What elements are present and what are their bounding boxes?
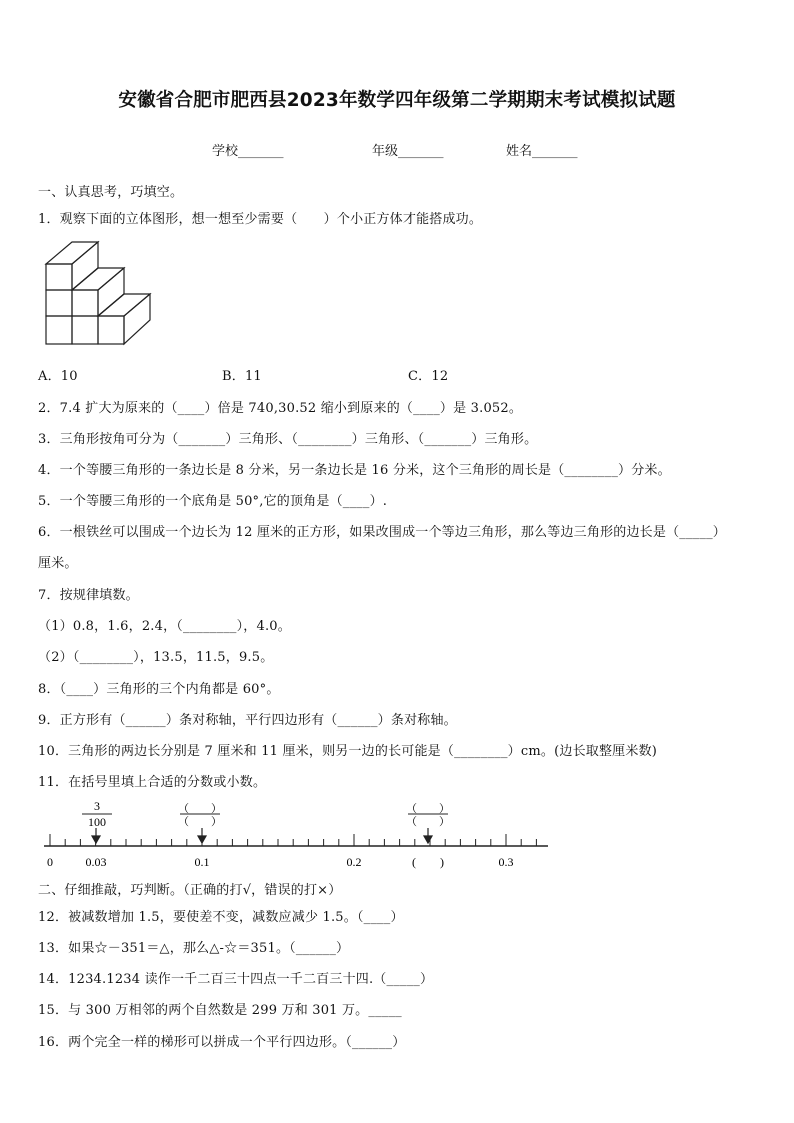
question-12: 12．被减数增加 1.5，要使差不变，减数应减少 1.5。（____） (38, 910, 404, 925)
question-3: 3．三角形按角可分为（_______）三角形、（________）三角形、（_______）三角形。 (38, 432, 538, 447)
tick-label-0-2: 0.2 (346, 855, 362, 869)
question-4: 4．一个等腰三角形的一条边长是 8 分米，另一条边长是 16 分米，这个三角形的周长是（________）分米。 (38, 463, 671, 478)
blank-denominator: （ ） (178, 816, 222, 828)
grade-field[interactable]: 年级_______ (372, 144, 444, 159)
question-7: 7．按规律填数。 (38, 588, 139, 603)
blank-numerator-2: （ ） (406, 803, 450, 815)
tick-label-0-3: 0.3 (498, 855, 514, 869)
page-title: 安徽省合肥市肥西县2023年数学四年级第二学期期末考试模拟试题 (118, 90, 676, 111)
name-field[interactable]: 姓名_______ (506, 144, 578, 159)
blank-denominator-2: （ ） (406, 816, 450, 828)
arrow-head-3 (424, 836, 432, 843)
question-14: 14．1234.1234 读作一千二百三十四点一千二百三十四.（_____） (38, 972, 434, 987)
question-5: 5．一个等腰三角形的一个底角是 50°,它的顶角是（____）. (38, 494, 388, 509)
q1-option-c: C．12 (408, 369, 449, 384)
arrow-head-1 (92, 836, 100, 843)
fraction-denominator: 100 (88, 815, 106, 829)
school-field[interactable]: 学校_______ (212, 144, 284, 159)
question-7-2: （2）（________），13.5，11.5，9.5。 (38, 650, 274, 665)
number-line (36, 796, 556, 876)
question-7-1: （1）0.8，1.6，2.4，（________），4.0。 (38, 619, 291, 634)
question-9: 9．正方形有（______）条对称轴，平行四边形有（______）条对称轴。 (38, 713, 457, 728)
question-6-line-2: 厘米。 (38, 556, 78, 571)
arrow-head-2 (198, 836, 206, 843)
question-10: 10．三角形的两边长分别是 7 厘米和 11 厘米，则另一边的长可能是（________）cm。(边长取整厘米数) (38, 744, 658, 759)
cube-stack-figure (40, 240, 170, 352)
q1-option-a: A．10 (38, 369, 78, 384)
question-2: 2．7.4 扩大为原来的（____）倍是 740,30.52 缩小到原来的（____）是 3.052。 (38, 401, 523, 416)
tick-label-0-03: 0.03 (85, 855, 107, 869)
question-13: 13．如果☆－351＝△，那么△-☆＝351。（______） (38, 941, 350, 956)
question-8: 8．（____）三角形的三个内角都是 60°。 (38, 682, 280, 697)
question-1: 1．观察下面的立体图形，想一想至少需要（ ）个小正方体才能搭成功。 (38, 212, 483, 227)
blank-numerator: （ ） (178, 803, 222, 815)
section-heading-2: 二、仔细推敲，巧判断。（正确的打√，错误的打×） (38, 883, 342, 898)
question-16: 16．两个完全一样的梯形可以拼成一个平行四边形。（______） (38, 1035, 406, 1050)
section-heading-1: 一、认真思考，巧填空。 (38, 185, 184, 200)
tick-label-blank: ( ) (412, 855, 444, 869)
question-11: 11．在括号里填上合适的分数或小数。 (38, 775, 267, 790)
fraction-numerator: 3 (94, 799, 100, 813)
tick-label-0-1: 0.1 (194, 855, 210, 869)
q1-option-b: B．11 (222, 369, 262, 384)
question-6-line-1: 6．一根铁丝可以围成一个边长为 12 厘米的正方形，如果改围成一个等边三角形，那么等边三角形的边长是（_____） (38, 525, 726, 540)
question-15: 15．与 300 万相邻的两个自然数是 299 万和 301 万。_____ (38, 1003, 402, 1018)
tick-label-0: 0 (47, 855, 53, 869)
